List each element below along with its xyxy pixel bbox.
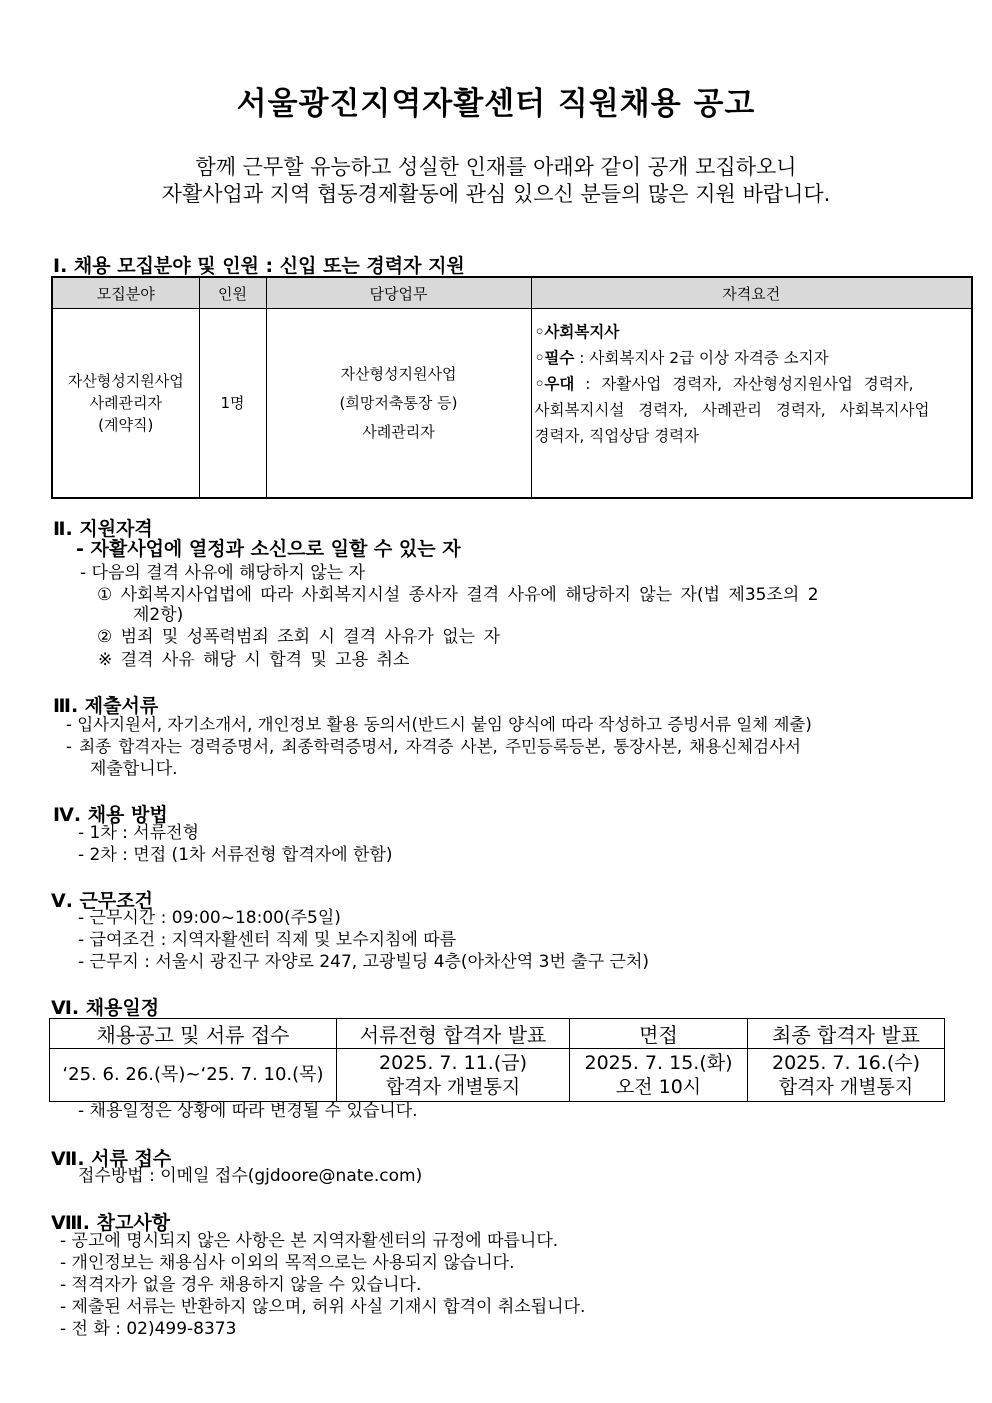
page-title: 서울광진지역자활센터 직원채용 공고 bbox=[236, 86, 756, 122]
eligibility-line: ① 사회복지사업법에 따라 사회복지시설 종사자 결격 사유에 해당하지 않는 자(법 제35조의 2 bbox=[97, 585, 819, 605]
header-cell: 면접 bbox=[570, 1019, 748, 1049]
intro-line: 함께 근무할 유능하고 성실한 인재를 아래와 같이 공개 모집하오니 bbox=[195, 155, 797, 179]
requirements-cell bbox=[531, 309, 972, 499]
duty-line: 자산형성지원사업 bbox=[340, 364, 457, 383]
header-cell: 채용공고 및 서류 접수 bbox=[50, 1019, 337, 1049]
schedule-line: 오전 10시 bbox=[615, 1076, 702, 1098]
section-heading-eligibility: Ⅱ. 지원자격 bbox=[53, 518, 153, 540]
schedule-cell: ‘25. 6. 26.(목)~‘25. 7. 10.(목) bbox=[50, 1049, 337, 1102]
intro-line: 자활사업과 지역 협동경제활동에 관심 있으신 분들의 많은 지원 바랍니다. bbox=[161, 182, 831, 206]
schedule-cell bbox=[337, 1049, 570, 1102]
eligibility-line: ② 범죄 및 성폭력범죄 조회 시 결격 사유가 없는 자 bbox=[97, 627, 500, 647]
header-cell: 담당업무 bbox=[266, 277, 531, 309]
section-heading-documents: Ⅲ. 제출서류 bbox=[53, 695, 159, 717]
conditions-line: - 근무시간 : 09:00~18:00(주5일) bbox=[78, 908, 341, 928]
section-heading-method: Ⅳ. 채용 방법 bbox=[53, 804, 168, 826]
eligibility-line: 제2항) bbox=[133, 605, 184, 625]
schedule-table bbox=[49, 1018, 945, 1102]
method-line: - 1차 : 서류전형 bbox=[78, 823, 199, 843]
conditions-line: - 급여조건 : 지역자활센터 직제 및 보수지침에 따름 bbox=[78, 930, 457, 950]
field-line: 사례관리자 bbox=[89, 394, 162, 412]
req-preferred-text: : 자활사업 경력자, 자산형성지원사업 경력자, bbox=[574, 375, 914, 393]
duty-cell bbox=[266, 309, 531, 499]
count-cell: 1명 bbox=[199, 309, 266, 499]
field-line: (계약직) bbox=[98, 416, 154, 434]
table-header-row bbox=[52, 277, 972, 309]
schedule-note: - 채용일정은 상황에 따라 변경될 수 있습니다. bbox=[78, 1101, 418, 1121]
eligibility-line: - 다음의 결격 사유에 해당하지 않는 자 bbox=[80, 563, 365, 583]
schedule-line: 2025. 7. 15.(화) bbox=[584, 1052, 733, 1074]
notes-line: - 전 화 : 02)499-8373 bbox=[60, 1319, 237, 1339]
schedule-line: 합격자 개별통지 bbox=[778, 1076, 914, 1098]
notes-line: - 제출된 서류는 반환하지 않으며, 허위 사실 기재시 합격이 취소됩니다. bbox=[60, 1297, 586, 1317]
req-preferred-text-cont: 경력자, 직업상담 경력자 bbox=[534, 427, 700, 445]
table-row bbox=[50, 1049, 945, 1102]
req-preferred-text-cont: 사회복지시설 경력자, 사례관리 경력자, 사회복지사업 bbox=[534, 401, 930, 419]
method-line: - 2차 : 면접 (1차 서류전형 합격자에 한함) bbox=[78, 845, 393, 865]
table-header-row bbox=[50, 1019, 945, 1049]
req-label-social-worker: ◦사회복지사 bbox=[534, 323, 620, 341]
header-cell: 자격요건 bbox=[531, 277, 972, 309]
section-heading-schedule: Ⅵ. 채용일정 bbox=[51, 997, 160, 1019]
schedule-line: 2025. 7. 16.(수) bbox=[772, 1052, 920, 1074]
header-cell: 최종 합격자 발표 bbox=[748, 1019, 945, 1049]
duty-line: 사례관리자 bbox=[362, 422, 435, 441]
req-label-preferred: ◦우대 bbox=[534, 375, 575, 393]
schedule-cell bbox=[748, 1049, 945, 1102]
req-required-text: : 사회복지사 2급 이상 자격증 소지자 bbox=[574, 349, 829, 367]
req-label-required: ◦필수 bbox=[534, 349, 575, 367]
schedule-line: 합격자 개별통지 bbox=[385, 1076, 521, 1098]
field-line: 자산형성지원사업 bbox=[67, 372, 184, 390]
conditions-line: - 근무지 : 서울시 광진구 자양로 247, 고광빌딩 4층(아차산역 3번 출구 근처) bbox=[78, 952, 650, 972]
eligibility-line: ※ 결격 사유 해당 시 합격 및 고용 취소 bbox=[98, 650, 410, 670]
intro-text bbox=[0, 154, 992, 208]
eligibility-line: - 자활사업에 열정과 소신으로 일할 수 있는 자 bbox=[76, 538, 461, 560]
duty-line: (희망저축통장 등) bbox=[339, 393, 458, 412]
schedule-cell bbox=[570, 1049, 748, 1102]
notes-line: - 개인정보는 채용심사 이외의 목적으로는 사용되지 않습니다. bbox=[60, 1253, 515, 1273]
header-cell: 서류전형 합격자 발표 bbox=[337, 1019, 570, 1049]
notes-line: - 공고에 명시되지 않은 사항은 본 지역자활센터의 규정에 따릅니다. bbox=[60, 1231, 559, 1251]
documents-line: 제출합니다. bbox=[90, 759, 178, 779]
submission-line: 접수방법 : 이메일 접수(gjdoore@nate.com) bbox=[78, 1166, 423, 1186]
notes-line: - 적격자가 없을 경우 채용하지 않을 수 있습니다. bbox=[60, 1275, 422, 1295]
schedule-line: 2025. 7. 11.(금) bbox=[379, 1052, 527, 1074]
header-cell: 인원 bbox=[199, 277, 266, 309]
field-cell bbox=[52, 309, 199, 499]
section-heading-notes: Ⅷ. 참고사항 bbox=[51, 1212, 171, 1234]
documents-line: - 최종 합격자는 경력증명서, 최종학력증명서, 자격증 사본, 주민등록등본, 통장사본, 채용신체검사서 bbox=[66, 737, 801, 756]
header-cell: 모집분야 bbox=[52, 277, 199, 309]
section-heading-conditions: Ⅴ. 근무조건 bbox=[51, 890, 153, 912]
documents-line: - 입사지원서, 자기소개서, 개인정보 활용 동의서(반드시 붙임 양식에 따라 작성하고 증빙서류 일체 제출) bbox=[66, 715, 812, 734]
table-row bbox=[52, 309, 972, 499]
section-heading-recruitment: Ⅰ. 채용 모집분야 및 인원 : 신입 또는 경력자 지원 bbox=[53, 255, 465, 277]
recruitment-table bbox=[51, 276, 973, 499]
section-heading-submission: Ⅶ. 서류 접수 bbox=[51, 1148, 172, 1170]
